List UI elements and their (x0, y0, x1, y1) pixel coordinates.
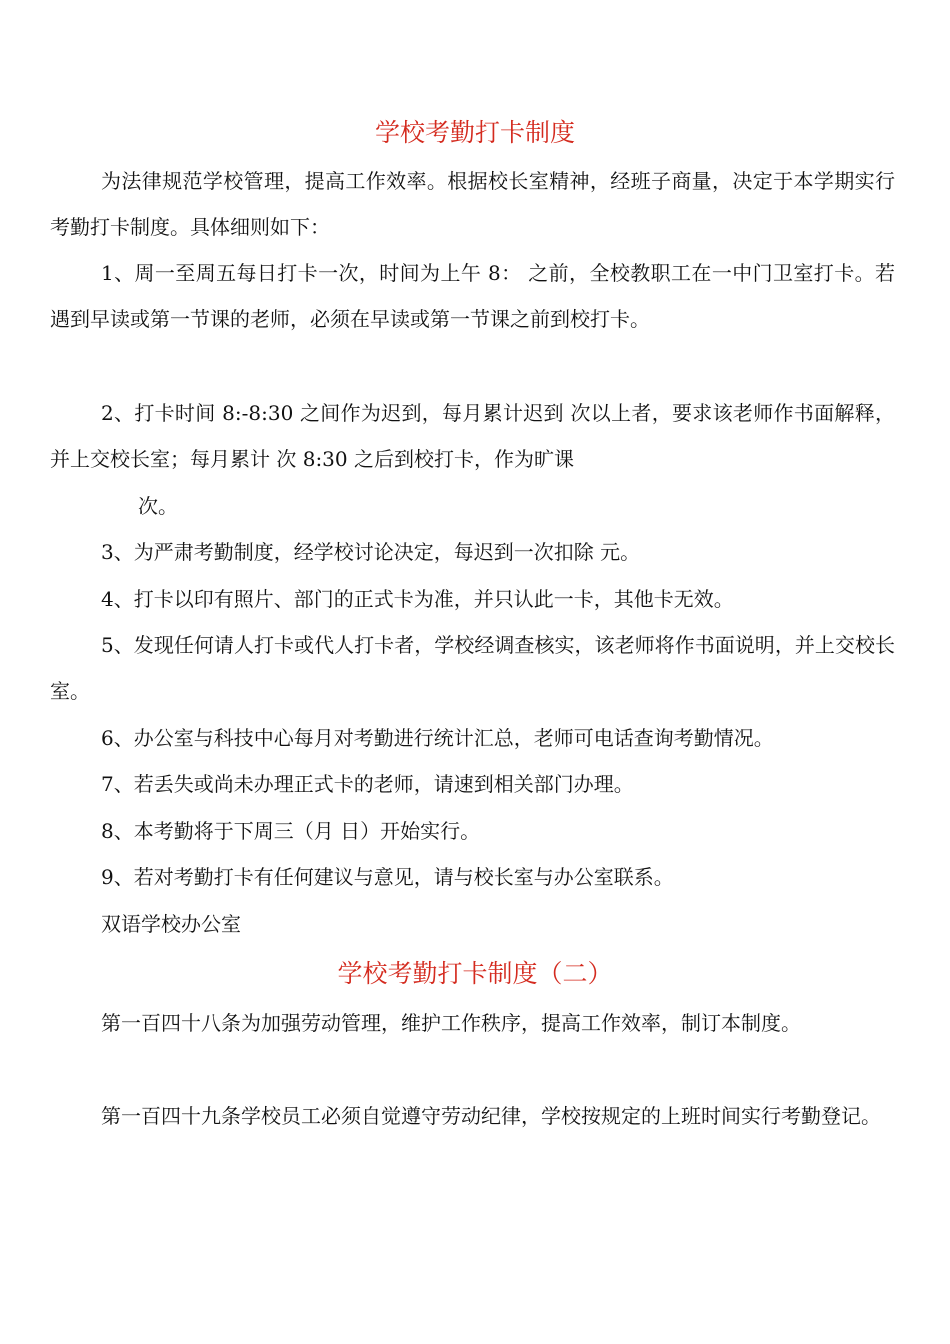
article-149-paragraph: 第一百四十九条学校员工必须自觉遵守劳动纪律，学校按规定的上班时间实行考勤登记。 (101, 1104, 881, 1128)
document-title-2: 学校考勤打卡制度（二） (337, 959, 613, 988)
rule-1-paragraph: 1、周一至周五每日打卡一次，时间为上午 8： 之前，全校教职工在一中门卫室打卡。若遇到早读或第一节课的老师，必须在早读或第一节课之前到校打卡。 (50, 261, 895, 331)
article-148-paragraph: 第一百四十八条为加强劳动管理，维护工作秩序，提高工作效率，制订本制度。 (101, 1011, 801, 1035)
rule-8-paragraph: 8、本考勤将于下周三（月 日）开始实行。 (101, 819, 481, 843)
document-title: 学校考勤打卡制度 (374, 118, 575, 147)
intro-paragraph: 为法律规范学校管理，提高工作效率。根据校长室精神，经班子商量，决定于本学期实行考勤打卡制度。具体细则如下： (50, 169, 895, 239)
rule-5-paragraph: 5、发现任何请人打卡或代人打卡者，学校经调查核实，该老师将作书面说明，并上交校长室。 (50, 633, 895, 703)
rule-7-paragraph: 7、若丢失或尚未办理正式卡的老师，请速到相关部门办理。 (101, 772, 634, 796)
rule-2-paragraph: 2、打卡时间 8:-8:30 之间作为迟到，每月累计迟到 次以上者，要求该老师作书面解释，并上交校长室；每月累计 次 8:30 之后到校打卡，作为旷课 (50, 401, 895, 471)
rule-9-paragraph: 9、若对考勤打卡有任何建议与意见，请与校长室与办公室联系。 (101, 865, 674, 889)
rule-6-paragraph: 6、办公室与科技中心每月对考勤进行统计汇总，老师可电话查询考勤情况。 (101, 726, 774, 750)
rule-3-paragraph: 3、为严肃考勤制度，经学校讨论决定，每迟到一次扣除 元。 (101, 540, 641, 564)
rule-2-continuation: 次。 (138, 494, 178, 518)
rule-4-paragraph: 4、打卡以印有照片、部门的正式卡为准，并只认此一卡，其他卡无效。 (101, 587, 734, 611)
signature: 双语学校办公室 (101, 912, 241, 936)
